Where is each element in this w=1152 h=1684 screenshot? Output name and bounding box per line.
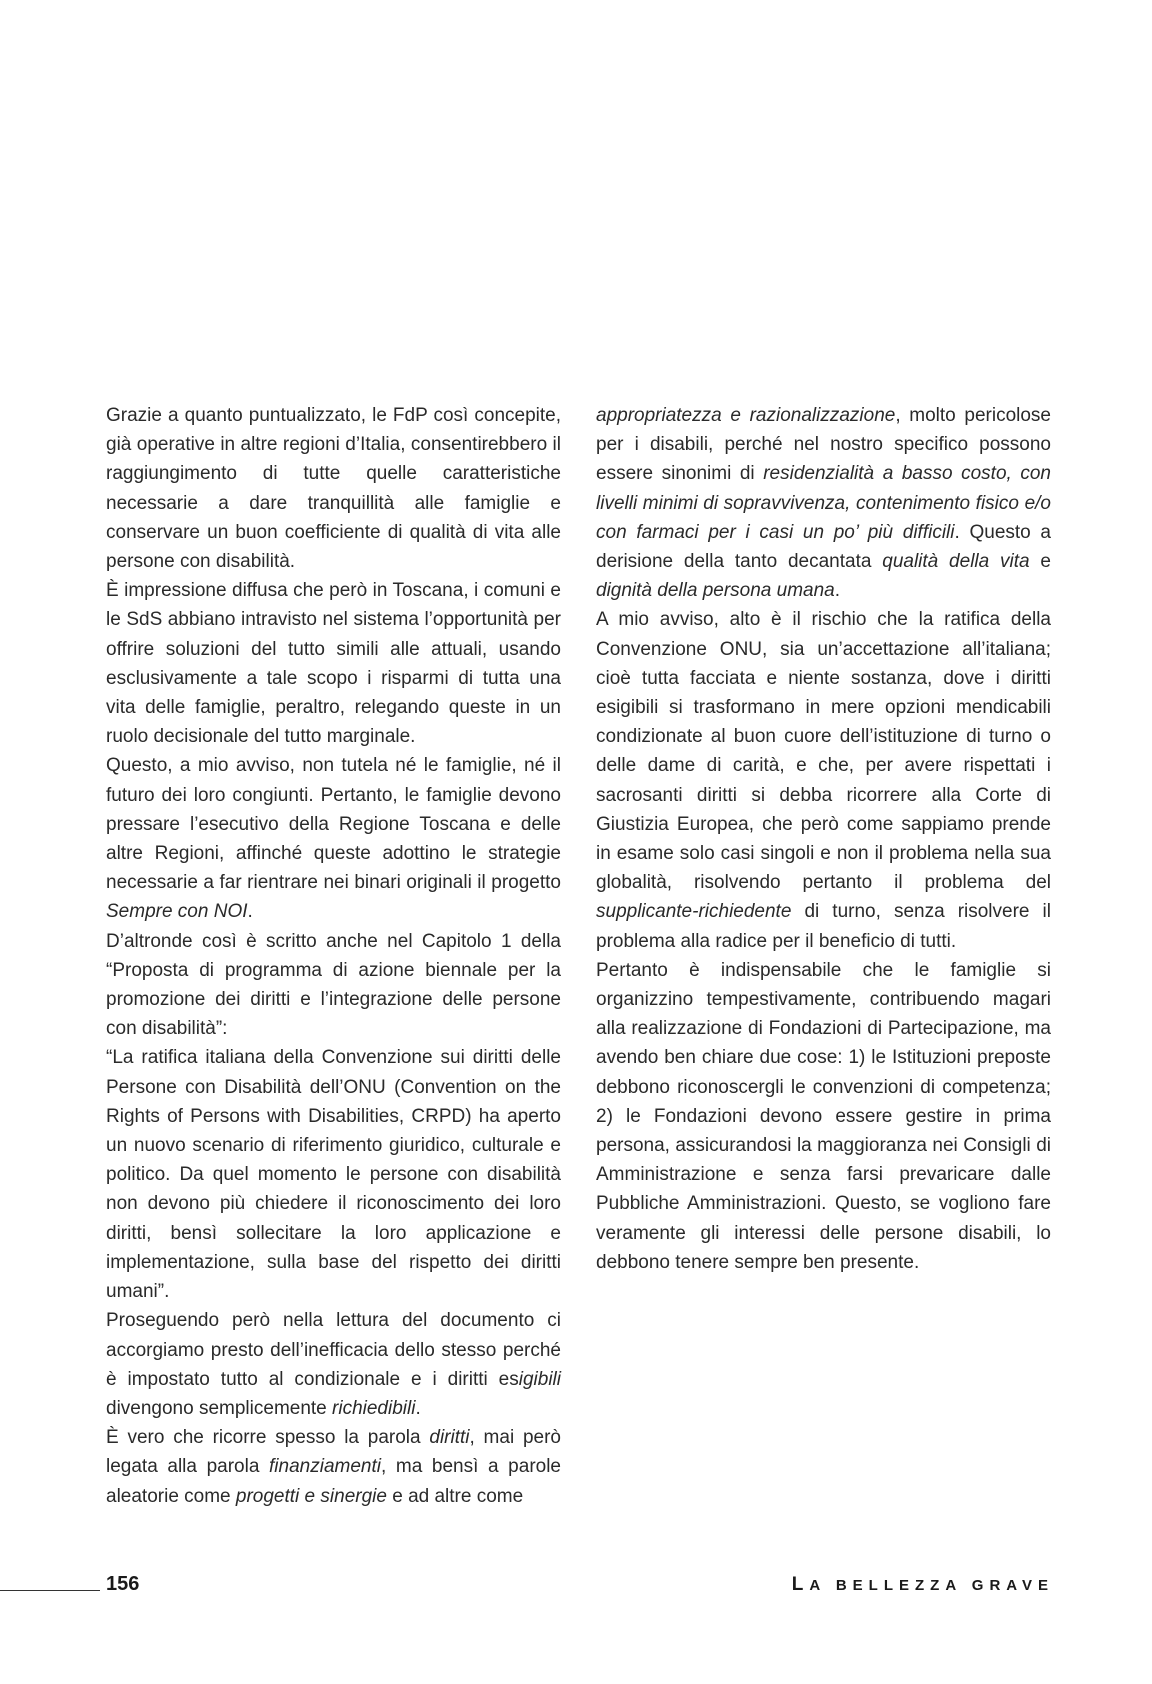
text-run: A mio avviso, alto è il rischio che la ratifica della Convenzione ONU, sia un’accettazione all’italiana; cioè tutta facciata e niente sostanza, dove i diritti esigibili si trasformano in mere opzioni mendicabili condizionate al buon cuore dell’istituzione di turno o delle dame di carità, e che, per avere rispettati i sacrosanti diritti si debba ricorrere alla Corte di Giustizia Europea, che però come sappiamo prende in esame solo casi singoli e non il problema nella sua globalità, risolvendo pertanto il problema del [596,609,1051,894]
text-run: divengono semplicemente [106,1397,333,1419]
italic-text: diritti [429,1427,470,1449]
running-title-rest: A BELLEZZA GRAVE [809,1577,1054,1594]
text-run: È impressione diffusa che però in Toscana, i comuni e le SdS abbiano intravisto nel sistema l’opportunità per offrire soluzioni del tutto simili alle attuali, usando esclusivamente a tale scopo i risparmi di tutta una vita delle famiglie, peraltro, relegando queste in un ruolo decisionale del tutto marginale. [106,580,561,748]
text-run: e [1029,551,1051,573]
italic-text: progetti e sinergie [235,1485,387,1507]
italic-text: finanziamenti [269,1456,381,1478]
text-run: Proseguendo però nella lettura del documento ci accorgiamo presto dell’inefficacia dello stesso perché è impostato tutto al condizionale e i diritti es [106,1310,561,1390]
paragraph [596,605,1051,955]
italic-text: appropriatezza e razionalizzazione [596,405,896,426]
right-text-column [596,401,1051,1277]
italic-text: richiedibili [332,1397,416,1419]
footer-rule [0,1590,100,1591]
running-title [792,1574,1054,1596]
italic-text: residenzialità a basso costo, con livelli minimi di sopravvivenza, contenimento fisico e/o con farmaci per i casi un po’ più difficili [596,463,1052,543]
text-run: “La ratifica italiana della Convenzione sui diritti delle Persone con Disabilità dell’ONU (Convention on the Rights of Persons with Disabilities, CRPD) ha aperto un nuovo scenario di riferimento giuridico, culturale e politico. Da quel momento le persone con disabilità non devono più chiedere il riconoscimento dei loro diritti, bensì sollecitare la loro applicazione e implementazione, sulla base del rispetto dei diritti umani”. [106,1047,561,1303]
text-run: . Questo a derisione della tanto decantata [596,521,1051,573]
text-run: . [247,901,253,923]
text-run: . [415,1397,421,1419]
text-run: , molto pericolose per i disabili, perché nel nostro specifico possono essere sinonimi di [596,405,1051,485]
paragraph [106,1423,561,1511]
text-run: D’altronde così è scritto anche nel Capitolo 1 della “Proposta di programma di azione biennale per la promozione dei diritti e l’integrazione delle persone con disabilità”: [106,930,561,1040]
left-text-column [106,401,561,1511]
text-run: e ad altre come [386,1485,524,1507]
italic-text: supplicante-richiedente [596,901,792,923]
paragraph [106,751,561,926]
italic-text: Sempre con NOI [106,901,248,923]
italic-text: dignità della persona umana [596,580,835,602]
paragraph [106,1043,561,1306]
paragraph [106,1306,561,1423]
paragraph [106,401,561,576]
italic-text: igibili [518,1368,561,1390]
text-run: . [834,580,841,602]
text-run: , mai però legata alla parola [106,1427,561,1478]
text-run: , ma bensì a parole aleatorie come [106,1456,562,1507]
text-run: Pertanto è indispensabile che le famiglie si organizzino tempestivamente, contribuendo magari alla realizzazione di Fondazioni di Partecipazione, ma avendo ben chiare due cose: 1) le Istituzioni preposte debbono riconoscergli le convenzioni di competenza; 2) le Fondazioni devono essere gestire in prima persona, assicurandosi la maggioranza nei Consigli di Amministrazione e senza farsi prevaricare dalle Pubbliche Amministrazioni. Questo, se vogliono fare veramente gli interessi delle persone disabili, lo debbono tenere sempre ben presente. [596,959,1051,1273]
italic-text: qualità della vita [882,551,1030,573]
text-run: Grazie a quanto puntualizzato, le FdP così concepite, già operative in altre regioni d’Italia, consentirebbero il raggiungimento di tutte quelle caratteristiche necessarie a dare tranquillità alle famiglie e conservare un buon coefficiente di qualità di vita alle persone con disabilità. [106,405,561,573]
paragraph [106,927,561,1044]
running-title-initial: L [791,1574,810,1595]
text-run: Questo, a mio avviso, non tutela né le famiglie, né il futuro dei loro congiunti. Pertanto, le famiglie devono pressare l’esecutivo della Regione Toscana e delle altre Regioni, affinché queste adottino le strategie necessarie a far rientrare nei binari originali il progetto [106,755,561,894]
paragraph [596,401,1051,605]
page-number: 156 [106,1573,140,1595]
text-run: È vero che ricorre spesso la parola [106,1427,430,1449]
paragraph [106,576,561,751]
paragraph [596,956,1051,1277]
text-run: di turno, senza risolvere il problema alla radice per il beneficio di tutti. [596,901,1051,952]
